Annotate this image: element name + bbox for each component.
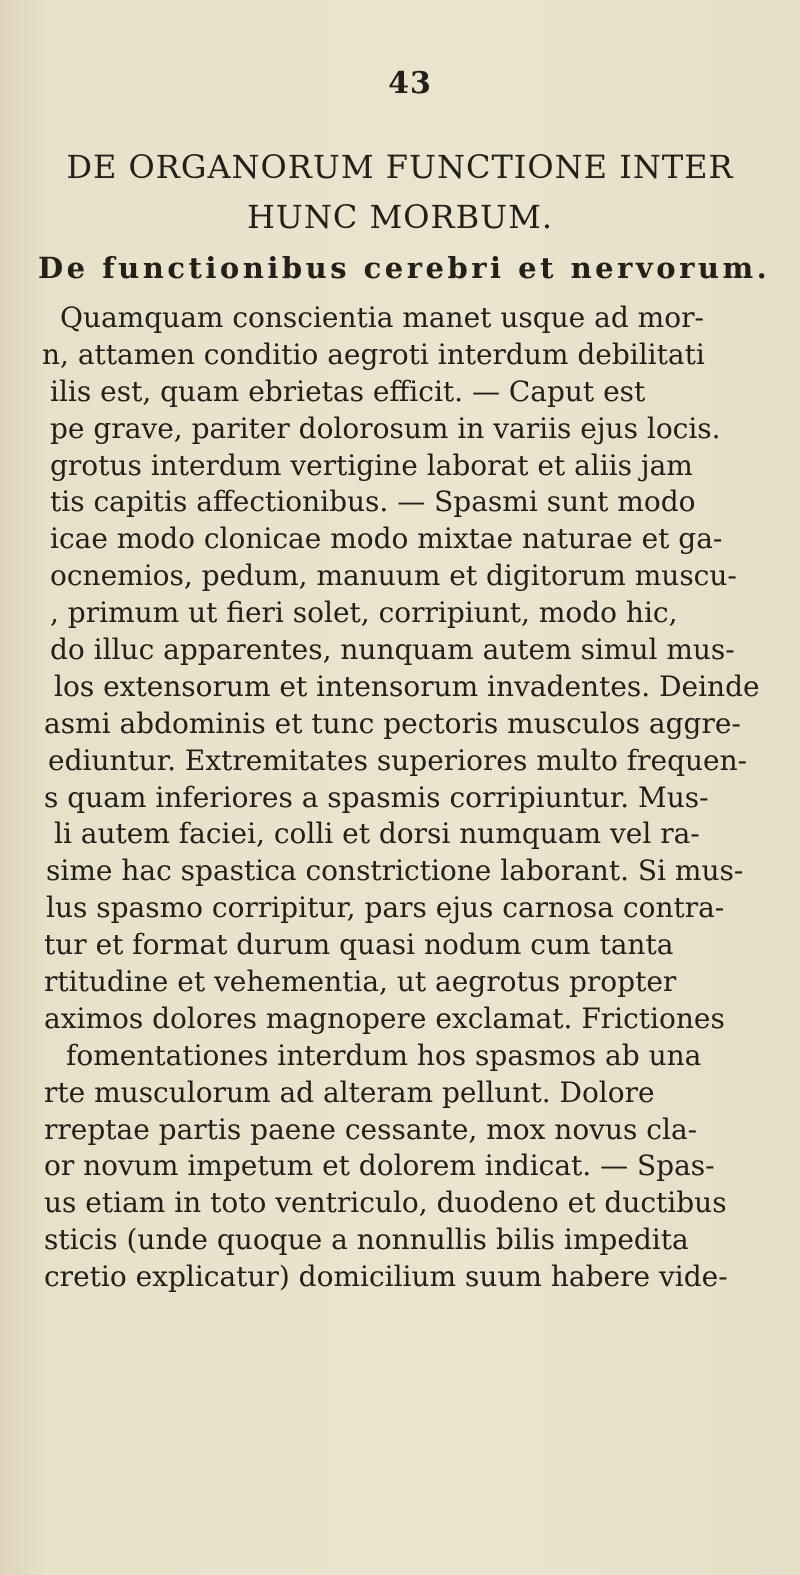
text-line: aximos dolores magnopere exclamat. Frictiones: [44, 1001, 725, 1035]
text-line: pe grave, pariter dolorosum in variis ejus locis.: [50, 411, 721, 445]
text-line: sticis (unde quoque a nonnullis bilis impedita: [44, 1223, 689, 1257]
text-line: do illuc apparentes, nunquam autem simul mus-: [50, 633, 735, 667]
text-line: ilis est, quam ebrietas efficit. — Caput est: [50, 374, 646, 408]
text-line: Quamquam conscientia manet usque ad mor-: [60, 301, 704, 334]
text-line: asmi abdominis et tunc pectoris musculos aggre-: [44, 706, 741, 740]
body-text: [0, 300, 800, 1296]
section-subheading: De functionibus cerebri et nervorum.: [38, 251, 771, 285]
chapter-heading-line-1: DE ORGANORUM FUNCTIONE INTER: [66, 148, 734, 186]
text-line: rte musculorum ad alteram pellunt. Dolore: [44, 1075, 655, 1109]
text-line: cretio explicatur) domicilium suum habere vide-: [44, 1260, 728, 1294]
text-line: lus spasmo corripitur, pars ejus carnosa contra-: [46, 891, 725, 925]
text-line: sime hac spastica constrictione laborant. Si mus-: [46, 854, 744, 888]
page-number: 43: [388, 66, 432, 101]
text-line: , primum ut fieri solet, corripiunt, modo hic,: [50, 596, 678, 630]
chapter-heading-line-2: HUNC MORBUM.: [246, 198, 554, 236]
text-line: n, attamen conditio aegroti interdum debilitati: [42, 337, 705, 371]
text-line: ocnemios, pedum, manuum et digitorum muscu-: [50, 559, 737, 593]
text-line: los extensorum et intensorum invadentes. Deinde: [54, 669, 760, 703]
text-line: icae modo clonicae modo mixtae naturae et ga-: [50, 522, 723, 556]
text-line: li autem faciei, colli et dorsi numquam vel ra-: [54, 817, 700, 851]
text-line: or novum impetum et dolorem indicat. — Spas-: [44, 1149, 715, 1183]
text-line: us etiam in toto ventriculo, duodeno et ductibus: [44, 1186, 727, 1220]
text-line: grotus interdum vertigine laborat et aliis jam: [50, 448, 693, 482]
text-line: s quam inferiores a spasmis corripiuntur. Mus-: [44, 780, 709, 814]
text-line: fomentationes interdum hos spasmos ab una: [66, 1038, 702, 1072]
text-line: rtitudine et vehementia, ut aegrotus propter: [44, 965, 677, 999]
text-line: ediuntur. Extremitates superiores multo frequen-: [48, 743, 748, 777]
text-line: rreptae partis paene cessante, mox novus cla-: [44, 1112, 698, 1146]
text-line: tur et format durum quasi nodum cum tanta: [44, 928, 674, 962]
text-line: tis capitis affectionibus. — Spasmi sunt modo: [50, 485, 696, 519]
